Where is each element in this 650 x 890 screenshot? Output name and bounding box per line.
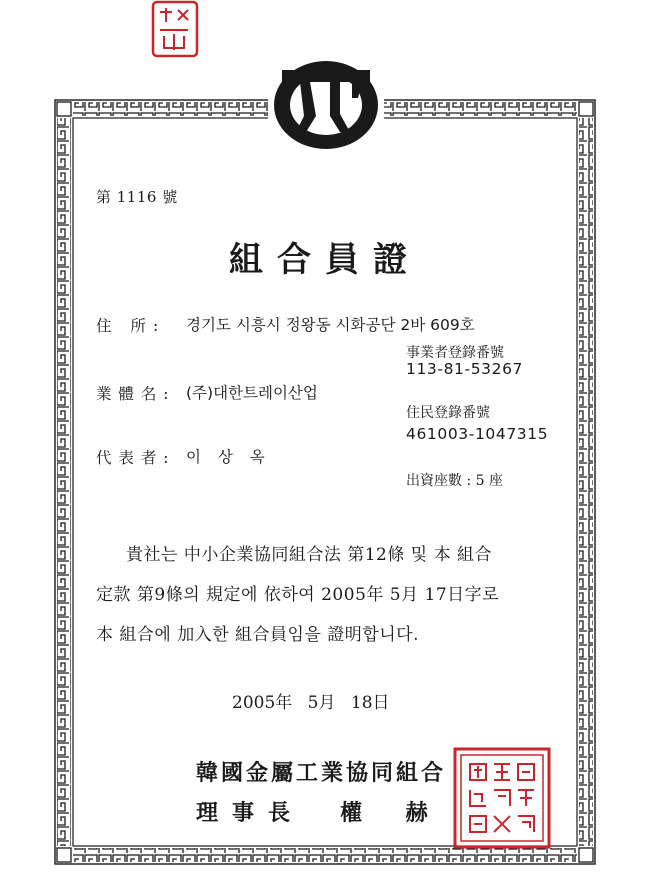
company-name-value: (주)대한트레이산업: [186, 384, 318, 402]
issuer-organization: 韓國金屬工業協同組合: [196, 760, 447, 786]
union-emblem-icon: [272, 58, 380, 152]
resident-reg-value: 461003-1047315: [406, 425, 549, 443]
red-seal-stamp-bottom: [452, 746, 552, 850]
address-value: 경기도 시흥시 정왕동 시화공단 2바 609호: [186, 316, 475, 334]
address-label-part1: 住: [96, 317, 113, 335]
address-label-part2: 所: [130, 317, 148, 335]
representative-value: 이 상 옥: [186, 448, 271, 466]
business-reg-value: 113-81-53267: [406, 360, 524, 378]
address-label: 住 所 :: [96, 317, 160, 335]
body-line-2: 定款 第9條의 規定에 依하여 2005年 5月 17日字로: [96, 585, 500, 605]
investment-units: 出資座數 : 5 座: [406, 473, 503, 489]
certificate-number: 第 1116 號: [96, 188, 178, 206]
issuer-title: 理事長: [196, 800, 305, 826]
issuer-signature-line: [196, 796, 446, 827]
red-seal-stamp-top: [150, 0, 200, 60]
company-name-label: 業 體 名 :: [96, 385, 170, 403]
body-line-1: 貴社는 中小企業協同組合法 第12條 및 本 組合: [126, 545, 492, 565]
body-line-3: 本 組合에 加入한 組合員임을 證明합니다.: [96, 625, 419, 645]
certificate-title: 組合員證: [229, 240, 421, 280]
business-reg-label: 事業者登錄番號: [406, 345, 504, 361]
issue-date: 2005年 5月 18日: [232, 693, 390, 713]
representative-label: 代 表 者 :: [96, 449, 170, 467]
issuer-name: 權 赫: [340, 800, 446, 826]
resident-reg-label: 住民登錄番號: [406, 405, 490, 421]
